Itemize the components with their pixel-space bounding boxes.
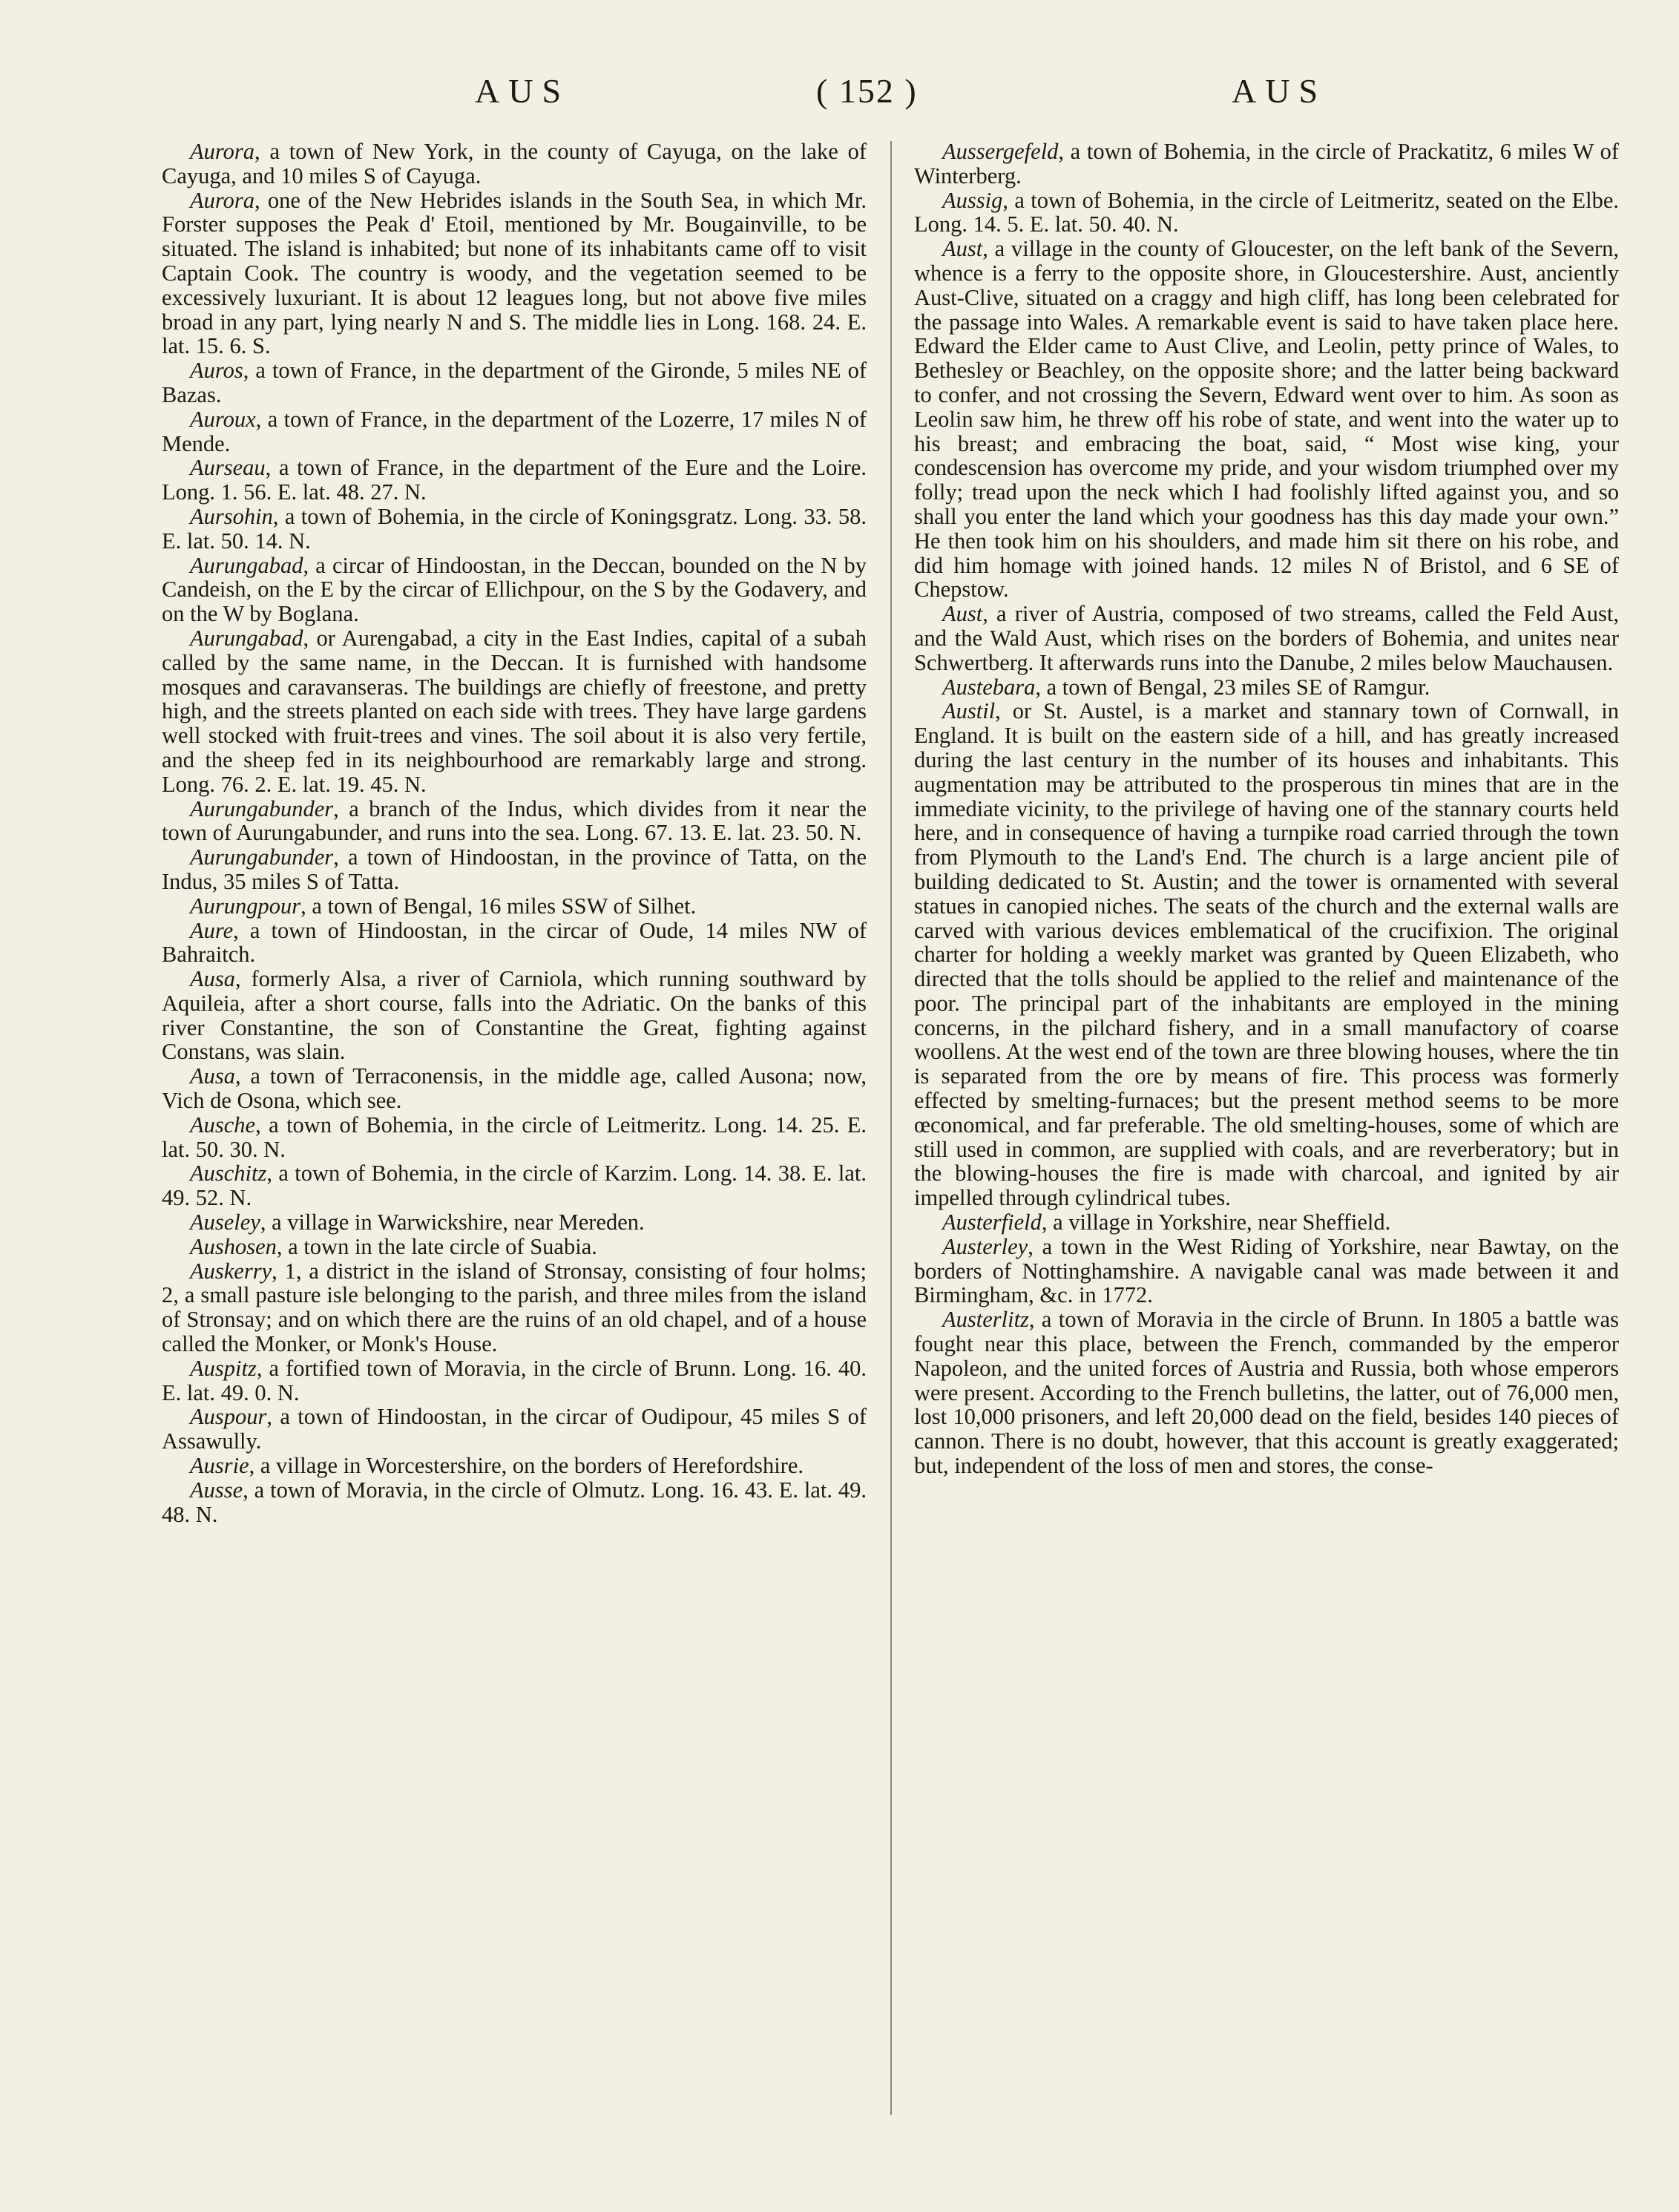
entry-headword: Auros [190,358,243,384]
gazetteer-entry [162,1210,867,1235]
entry-text: , a town of Moravia, in the circle of Olmutz. Long. 16. 43. E. lat. 49. 48. N. [162,1477,867,1527]
entry-headword: Aurungabunder [190,844,334,870]
gazetteer-entry [162,358,867,407]
entry-text: , or Aurengabad, a city in the East Indies, capital of a subah called by the same name, in the Deccan. It is furnished with handsome mosques and caravanseras. The buildings are chiefly of freestone, and pretty high, and the streets planted on each side with trees. They have large gardens well stocked with fruit-trees and vines. The soil about it is also very fertile, and the sheep fed in its neighbourhood are remarkably large and strong. Long. 76. 2. E. lat. 19. 45. N. [162,625,867,797]
gazetteer-entry [162,1259,867,1356]
entry-headword: Auroux [190,406,256,432]
entry-headword: Austil [942,698,996,724]
entry-headword: Aurungabad [190,552,303,578]
gazetteer-entry [162,1356,867,1405]
entry-headword: Ausa [190,966,235,992]
gazetteer-entry [914,1210,1619,1235]
entry-text: , a town of France, in the department of the Lozerre, 17 miles N of Mende. [162,406,867,456]
entry-text: , formerly Alsa, a river of Carniola, which running southward by Aquileia, after a short course, falls into the Adriatic. On the banks of this river Constantine, the son of Constantine the Great, fighting against Constans, was slain. [162,966,867,1065]
entry-headword: Aurora [190,187,254,213]
entry-text: , a village in the county of Gloucester, on the left bank of the Severn, whence is a ferry to the opposite shore, in Gloucestershire. Aust, anciently Aust-Clive, situated on a craggy and high cliff, has long been celebrated for the passage into Wales. A remarkable event is said to have taken place here. Edward the Elder came to Aust Clive, and Leolin, petty prince of Wales, to Bethesley or Beachley, on the opposite shore; and the latter being backward to confer, and not crossing the Severn, Edward went over to him. As soon as Leolin saw him, he threw off his robe of state, and went into the water up to his breast; and embracing the boat, said, “ Most wise king, your condescension has overcome my pride, and your wisdom triumphed over my folly; tread upon the neck which I had foolishly lifted against you, and so shall you enter the land which your goodness has this day made your own.” He then took him on his shoulders, and made him sit there on his robe, and did him homage with joined hands. 12 miles N of Bristol, and 6 SE of Chepstow. [914,236,1619,603]
page-number: ( 152 ) [816,72,918,110]
gazetteer-entry [914,237,1619,602]
gazetteer-entry [162,456,867,505]
entry-text: , a town of Bohemia, in the circle of Karzim. Long. 14. 38. E. lat. 49. 52. N. [162,1161,867,1211]
entry-headword: Aust [942,601,983,627]
entry-text: , a branch of the Indus, which divides from it near the town of Aurungabunder, and runs into the sea. Long. 67. 13. E. lat. 23. 50. N. [162,795,867,846]
entry-headword: Austebara [942,674,1036,700]
entry-text: , a town of New York, in the county of Cayuga, on the lake of Cayuga, and 10 miles S of Cayuga. [162,139,867,188]
entry-headword: Aurungpour [190,893,301,919]
gazetteer-entry [914,188,1619,237]
column-divider [890,141,892,2115]
entry-headword: Aushosen [190,1233,277,1259]
entry-text: , a town of Terraconensis, in the middle age, called Ausona; now, Vich de Osona, which see. [162,1063,867,1114]
gazetteer-entry [162,1478,867,1527]
gazetteer-entry [162,505,867,554]
right-column [914,140,1619,1478]
entry-headword: Aure [190,917,234,943]
entry-text: , a town of Hindoostan, in the province of Tatta, on the Indus, 35 miles S of Tatta. [162,844,867,894]
entry-text: , one of the New Hebrides islands in the South Sea, in which Mr. Forster supposes the Peak d' Etoil, mentioned by Mr. Bougainville, to be situated. The island is inhabited; but none of its inhabitants came off to visit Captain Cook. The country is woody, and the vegetation seemed to be excessively luxuriant. It is about 12 leagues long, but not above five miles broad in any part, lying nearly N and S. The middle lies in Long. 168. 24. E. lat. 15. 6. S. [162,187,867,359]
gazetteer-entry [914,602,1619,675]
gazetteer-entry [162,1235,867,1259]
entry-text: , a circar of Hindoostan, in the Deccan, bounded on the N by Candeish, on the E by the circar of Ellichpour, on the S by the Godavery, and on the W by Boglana. [162,552,867,627]
gazetteer-entry [162,1454,867,1478]
entry-text: , 1, a district in the island of Stronsay, consisting of four holms; 2, a small pasture isle belonging to the parish, and three miles from the island of Stronsay; and on which there are the ruins of an old chapel, and of a house called the Monker, or Monk's House. [162,1258,867,1357]
gazetteer-entry [914,1307,1619,1478]
entry-headword: Aust [942,236,983,262]
entry-headword: Austerfield [942,1210,1042,1235]
gazetteer-entry [914,140,1619,188]
entry-text: , a town of Bengal, 16 miles SSW of Silhet. [300,893,697,919]
entry-headword: Aussig [942,187,1003,213]
entry-headword: Auspitz [190,1355,257,1381]
entry-text: , a town of Hindoostan, in the circar of Oudipour, 45 miles S of Assawully. [162,1404,867,1454]
gazetteer-entry [162,407,867,456]
entry-headword: Austerlitz [942,1307,1029,1333]
entry-headword: Aurseau [190,455,266,481]
entry-text: , a town of France, in the department of the Eure and the Loire. Long. 1. 56. E. lat. 48. 27. N. [162,455,867,505]
gazetteer-entry [914,675,1619,700]
header-right-guideword: AUS [1232,72,1327,110]
gazetteer-entry [162,967,867,1064]
gazetteer-entry [162,554,867,626]
entry-text: , a town of Bohemia, in the circle of Koningsgratz. Long. 33. 58. E. lat. 50. 14. N. [162,503,867,554]
entry-text: , a town of Bohemia, in the circle of Leitmeritz, seated on the Elbe. Long. 14. 5. E. lat. 50. 40. N. [914,187,1619,237]
entry-text: , a village in Worcestershire, on the borders of Herefordshire. [249,1453,804,1479]
entry-headword: Ausse [190,1477,243,1503]
entry-headword: Auseley [190,1210,260,1235]
running-header [0,71,1679,123]
entry-headword: Ausche [190,1112,256,1138]
entry-headword: Aursohin [190,503,273,529]
entry-text: , a town of Bohemia, in the circle of Leitmeritz. Long. 14. 25. E. lat. 50. 30. N. [162,1112,867,1162]
entry-headword: Aurungabunder [190,795,334,821]
entry-headword: Auschitz [190,1161,267,1187]
entry-text: , a town in the late circle of Suabia. [276,1233,597,1259]
entry-text: , a town of Hindoostan, in the circar of Oude, 14 miles NW of Bahraitch. [162,917,867,968]
entry-text: , a town of Bohemia, in the circle of Prackatitz, 6 miles W of Winterberg. [914,139,1619,188]
entry-text: , or St. Austel, is a market and stannary town of Cornwall, in England. It is built on the eastern side of a hill, and has greatly increased during the last century in the number of its houses and inhabitants. This augmentation may be attributed to the prosperous tin mines that are in the immediate vicinity, to the privilege of having one of the stannary courts held here, and in consequence of having a turnpike road carried through the town from Plymouth to the Land's End. The church is a large ancient pile of building dedicated to St. Austin; and the tower is ornamented with several statues in canopied niches. The seats of the church and the external walls are carved with various devices emblematical of the crucifixion. The original charter for holding a weekly market was granted by Queen Elizabeth, who directed that the tolls should be applied to the relief and maintenance of the poor. The principal part of the inhabitants are employed in the mining concerns, in the pilchard fishery, and in a small manufactory of coarse woollens. At the west end of the town are three blowing houses, where the tin is separated from the ore by means of fire. This process was formerly effected by smelting-furnaces; but the present method seems to be more œconomical, and far preferable. The old smelting-houses, some of which are still used in common, are supplied with coals, and are reverberatory; but in the blowing-houses the fire is made with charcoal, and ignited by air impelled through cylindrical tubes. [914,698,1619,1211]
entry-headword: Ausrie [190,1453,249,1479]
entry-headword: Auskerry [190,1258,272,1284]
header-left-guideword: AUS [475,72,571,110]
entry-text: , a river of Austria, composed of two streams, called the Feld Aust, and the Wald Aust, which rises on the borders of Bohemia, and unites near Schwertberg. It afterwards runs into the Danube, 2 miles below Mauchausen. [914,601,1619,675]
entry-headword: Austerley [942,1233,1028,1259]
gazetteer-entry [162,1064,867,1113]
gazetteer-entry [162,1405,867,1454]
left-column [162,140,867,1526]
gazetteer-entry [914,699,1619,1210]
gazetteer-entry [162,1113,867,1162]
gazetteer-entry [162,919,867,968]
entry-text: , a town of France, in the department of the Gironde, 5 miles NE of Bazas. [162,358,867,407]
entry-headword: Auspour [190,1404,267,1430]
entry-text: , a town of Bengal, 23 miles SE of Ramgur. [1035,674,1430,700]
gazetteer-entry [162,797,867,846]
gazetteer-entry [162,626,867,797]
entry-text: , a fortified town of Moravia, in the circle of Brunn. Long. 16. 40. E. lat. 49. 0. N. [162,1355,867,1405]
gazetteer-entry [914,1235,1619,1307]
entry-headword: Aurungabad [190,625,303,651]
entry-text: , a village in Yorkshire, near Sheffield. [1041,1210,1391,1235]
entry-headword: Ausa [190,1063,235,1089]
gazetteer-entry [162,188,867,359]
gazetteer-entry [162,894,867,919]
gazetteer-entry [162,1161,867,1210]
entry-headword: Aurora [190,139,254,164]
entry-text: , a town of Moravia in the circle of Brunn. In 1805 a battle was fought near this place, between the French, commanded by the emperor Napoleon, and the united forces of Austria and Russia, both whose emperors were present. According to the French bulletins, the latter, out of 76,000 men, lost 10,000 prisoners, and left 20,000 dead on the field, besides 140 pieces of cannon. There is no doubt, however, that this account is greatly exaggerated; but, independent of the loss of men and stores, the conse- [914,1307,1619,1479]
entry-headword: Aussergefeld [942,139,1059,164]
entry-text: , a village in Warwickshire, near Mereden. [260,1210,645,1235]
entry-text: , a town in the West Riding of Yorkshire, near Bawtay, on the borders of Nottinghamshire. A navigable canal was made between it and Birmingham, &c. in 1772. [914,1233,1619,1308]
gazetteer-entry [162,845,867,894]
gazetteer-entry [162,140,867,188]
